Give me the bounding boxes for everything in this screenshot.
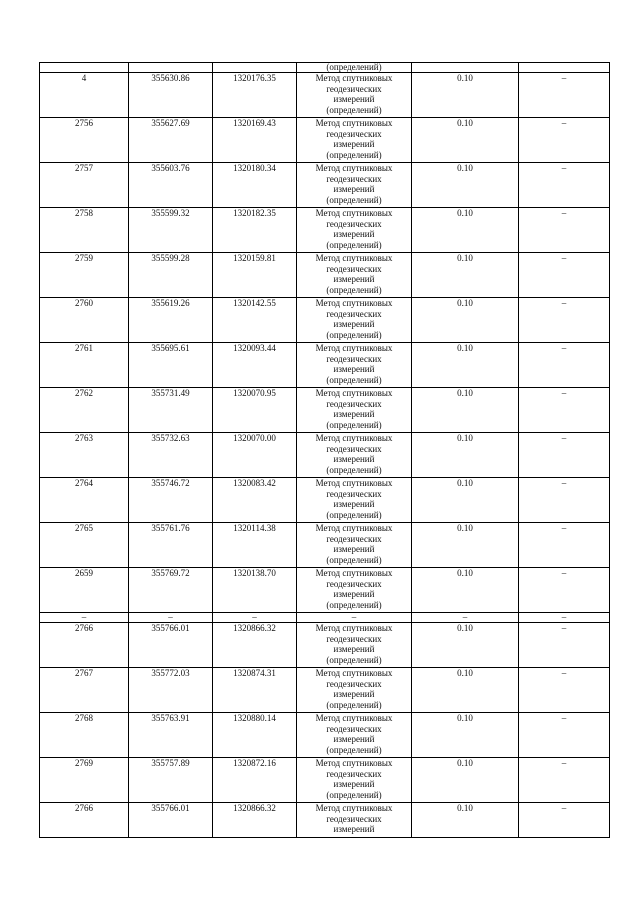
cell-y: 1320176.35: [213, 73, 297, 118]
method-line: измерений: [333, 184, 375, 195]
method-line: геодезических: [326, 723, 382, 734]
table-row: [40, 478, 610, 523]
cell-point: 2764: [40, 478, 129, 523]
cell-point: 2766: [40, 803, 129, 838]
cell-accuracy: 0.10: [412, 343, 519, 388]
method-line: геодезических: [326, 398, 382, 409]
cell-x: 355761.76: [129, 523, 213, 568]
cell-note: –: [519, 478, 610, 523]
cell-method: [297, 163, 412, 208]
cell-accuracy: [412, 63, 519, 73]
cell-y: 1320180.34: [213, 163, 297, 208]
cell-x: 355731.49: [129, 388, 213, 433]
cell-point: –: [40, 613, 129, 623]
method-line: Метод спутниковых: [315, 668, 393, 678]
cell-point: 2768: [40, 713, 129, 758]
cell-x: 355695.61: [129, 343, 213, 388]
method-line: (определений): [326, 374, 382, 385]
cell-accuracy: 0.10: [412, 163, 519, 208]
table-row: [40, 118, 610, 163]
cell-point: 2763: [40, 433, 129, 478]
method-line: геодезических: [326, 813, 382, 824]
cell-y: 1320138.70: [213, 568, 297, 613]
method-line: (определений): [326, 239, 382, 250]
cell-point: [40, 63, 129, 73]
cell-accuracy: 0.10: [412, 758, 519, 803]
cell-x: –: [129, 613, 213, 623]
cell-y: 1320169.43: [213, 118, 297, 163]
method-line: геодезических: [326, 533, 382, 544]
table-row: [40, 208, 610, 253]
method-line: (определений): [326, 699, 382, 710]
cell-accuracy: 0.10: [412, 478, 519, 523]
cell-note: –: [519, 298, 610, 343]
table-row: [40, 73, 610, 118]
method-line: (определений): [326, 464, 382, 475]
table-row: [40, 298, 610, 343]
cell-accuracy: 0.10: [412, 623, 519, 668]
cell-method: [297, 253, 412, 298]
method-line: Метод спутниковых: [315, 433, 393, 443]
table-row: [40, 668, 610, 713]
method-line: Метод спутниковых: [315, 478, 393, 488]
cell-x: 355766.01: [129, 803, 213, 838]
cell-x: 355603.76: [129, 163, 213, 208]
cell-method: [297, 803, 412, 838]
cell-note: –: [519, 713, 610, 758]
cell-note: [519, 63, 610, 73]
method-line: геодезических: [326, 353, 382, 364]
cell-y: 1320070.95: [213, 388, 297, 433]
cell-point: 2769: [40, 758, 129, 803]
method-line: измерений: [333, 824, 375, 835]
table-row: [40, 623, 610, 668]
cell-x: 355766.01: [129, 623, 213, 668]
cell-point: 2757: [40, 163, 129, 208]
cell-y: 1320083.42: [213, 478, 297, 523]
cell-y: 1320093.44: [213, 343, 297, 388]
cell-note: –: [519, 73, 610, 118]
cell-method: [297, 433, 412, 478]
cell-accuracy: 0.10: [412, 713, 519, 758]
cell-method: [297, 298, 412, 343]
cell-x: 355769.72: [129, 568, 213, 613]
method-line: Метод спутниковых: [315, 118, 393, 128]
cell-x: 355757.89: [129, 758, 213, 803]
cell-y: 1320070.00: [213, 433, 297, 478]
cell-point: 2760: [40, 298, 129, 343]
cell-point: 2759: [40, 253, 129, 298]
method-line: (определений): [326, 104, 382, 115]
table-row: [40, 523, 610, 568]
method-line: (определений): [326, 654, 382, 665]
cell-accuracy: 0.10: [412, 298, 519, 343]
cell-x: 355746.72: [129, 478, 213, 523]
table-row: [40, 713, 610, 758]
cell-method: [297, 713, 412, 758]
cell-x: 355619.26: [129, 298, 213, 343]
cell-y: 1320114.38: [213, 523, 297, 568]
method-line: Метод спутниковых: [315, 388, 393, 398]
cell-point: 4: [40, 73, 129, 118]
cell-note: –: [519, 613, 610, 623]
cell-accuracy: 0.10: [412, 73, 519, 118]
method-line: геодезических: [326, 768, 382, 779]
cell-method: (определений): [297, 63, 412, 73]
cell-accuracy: 0.10: [412, 803, 519, 838]
cell-note: –: [519, 758, 610, 803]
method-line: Метод спутниковых: [315, 208, 393, 218]
cell-accuracy: 0.10: [412, 433, 519, 478]
cell-accuracy: 0.10: [412, 208, 519, 253]
method-line: измерений: [333, 779, 375, 790]
method-line: Метод спутниковых: [315, 343, 393, 353]
cell-note: –: [519, 623, 610, 668]
method-line: измерений: [333, 139, 375, 150]
method-line: измерений: [333, 544, 375, 555]
cell-x: 355772.03: [129, 668, 213, 713]
method-line: геодезических: [326, 578, 382, 589]
cell-accuracy: 0.10: [412, 253, 519, 298]
cell-method: [297, 568, 412, 613]
method-line: измерений: [333, 734, 375, 745]
cell-x: 355763.91: [129, 713, 213, 758]
cell-method: [297, 613, 412, 623]
method-line: (определений): [326, 789, 382, 800]
cell-note: –: [519, 208, 610, 253]
cell-y: 1320880.14: [213, 713, 297, 758]
cell-accuracy: 0.10: [412, 118, 519, 163]
cell-y: 1320182.35: [213, 208, 297, 253]
cell-x: 355627.69: [129, 118, 213, 163]
table-row: [40, 758, 610, 803]
cell-point: 2761: [40, 343, 129, 388]
method-line: измерений: [333, 589, 375, 600]
table-row: [40, 163, 610, 208]
cell-method: [297, 208, 412, 253]
method-line: геодезических: [326, 308, 382, 319]
method-line: Метод спутниковых: [315, 523, 393, 533]
table-row: [40, 388, 610, 433]
cell-y: 1320159.81: [213, 253, 297, 298]
method-line: геодезических: [326, 218, 382, 229]
coordinates-table: [39, 62, 610, 838]
cell-x: 355630.86: [129, 73, 213, 118]
cell-note: –: [519, 803, 610, 838]
cell-accuracy: 0.10: [412, 388, 519, 433]
cell-accuracy: –: [412, 613, 519, 623]
cell-y: [213, 63, 297, 73]
cell-method: [297, 478, 412, 523]
method-line: (определений): [326, 194, 382, 205]
table-row: [40, 803, 610, 838]
method-line: геодезических: [326, 678, 382, 689]
cell-note: –: [519, 253, 610, 298]
cell-method: [297, 73, 412, 118]
method-line: Метод спутниковых: [315, 253, 393, 263]
method-line: геодезических: [326, 128, 382, 139]
cell-point: 2765: [40, 523, 129, 568]
method-line: (определений): [326, 554, 382, 565]
method-line: геодезических: [326, 443, 382, 454]
method-line: измерений: [333, 454, 375, 465]
cell-method: [297, 388, 412, 433]
cell-note: –: [519, 568, 610, 613]
cell-accuracy: 0.10: [412, 668, 519, 713]
cell-point: 2758: [40, 208, 129, 253]
method-line: (определений): [326, 744, 382, 755]
method-line: Метод спутниковых: [315, 803, 393, 813]
method-line: измерений: [333, 364, 375, 375]
cell-point: 2762: [40, 388, 129, 433]
method-line: геодезических: [326, 173, 382, 184]
cell-y: 1320142.55: [213, 298, 297, 343]
cell-note: –: [519, 388, 610, 433]
method-line: (определений): [326, 419, 382, 430]
method-line: (определений): [326, 149, 382, 160]
method-line: Метод спутниковых: [315, 298, 393, 308]
cell-note: –: [519, 433, 610, 478]
cell-point: 2766: [40, 623, 129, 668]
method-line: (определений): [326, 329, 382, 340]
cell-method: [297, 118, 412, 163]
method-line: Метод спутниковых: [315, 73, 393, 83]
method-line: измерений: [333, 94, 375, 105]
cell-note: –: [519, 118, 610, 163]
method-line: геодезических: [326, 488, 382, 499]
table-row: [40, 253, 610, 298]
method-line: Метод спутниковых: [315, 623, 393, 633]
cell-method: [297, 758, 412, 803]
method-line: измерений: [333, 229, 375, 240]
table-row: [40, 613, 610, 623]
method-line: (определений): [326, 599, 382, 610]
method-line: измерений: [333, 319, 375, 330]
cell-method: [297, 623, 412, 668]
table-row: [40, 568, 610, 613]
method-line: измерений: [333, 499, 375, 510]
cell-method: [297, 523, 412, 568]
method-line: измерений: [333, 689, 375, 700]
method-line: Метод спутниковых: [315, 163, 393, 173]
method-line: Метод спутниковых: [315, 758, 393, 768]
table-row: [40, 343, 610, 388]
cell-point: 2767: [40, 668, 129, 713]
cell-accuracy: 0.10: [412, 568, 519, 613]
cell-note: –: [519, 523, 610, 568]
cell-note: –: [519, 343, 610, 388]
cell-method: [297, 668, 412, 713]
table-row: [40, 433, 610, 478]
method-line: измерений: [333, 644, 375, 655]
method-line: Метод спутниковых: [315, 713, 393, 723]
cell-point: 2659: [40, 568, 129, 613]
method-line: –: [351, 612, 357, 622]
method-line: (определений): [326, 509, 382, 520]
table-row-continuation: [40, 63, 610, 73]
cell-x: [129, 63, 213, 73]
cell-y: 1320872.16: [213, 758, 297, 803]
method-line: (определений): [326, 284, 382, 295]
method-line: измерений: [333, 274, 375, 285]
method-line: измерений: [333, 409, 375, 420]
method-line: геодезических: [326, 263, 382, 274]
coordinates-table-body: [40, 63, 610, 838]
cell-method: [297, 343, 412, 388]
cell-accuracy: 0.10: [412, 523, 519, 568]
cell-note: –: [519, 668, 610, 713]
cell-y: 1320866.32: [213, 803, 297, 838]
method-line: геодезических: [326, 83, 382, 94]
cell-x: 355732.63: [129, 433, 213, 478]
cell-y: 1320866.32: [213, 623, 297, 668]
method-line: геодезических: [326, 633, 382, 644]
method-line: Метод спутниковых: [315, 568, 393, 578]
cell-x: 355599.28: [129, 253, 213, 298]
cell-x: 355599.32: [129, 208, 213, 253]
cell-y: 1320874.31: [213, 668, 297, 713]
cell-y: –: [213, 613, 297, 623]
cell-note: –: [519, 163, 610, 208]
cell-point: 2756: [40, 118, 129, 163]
